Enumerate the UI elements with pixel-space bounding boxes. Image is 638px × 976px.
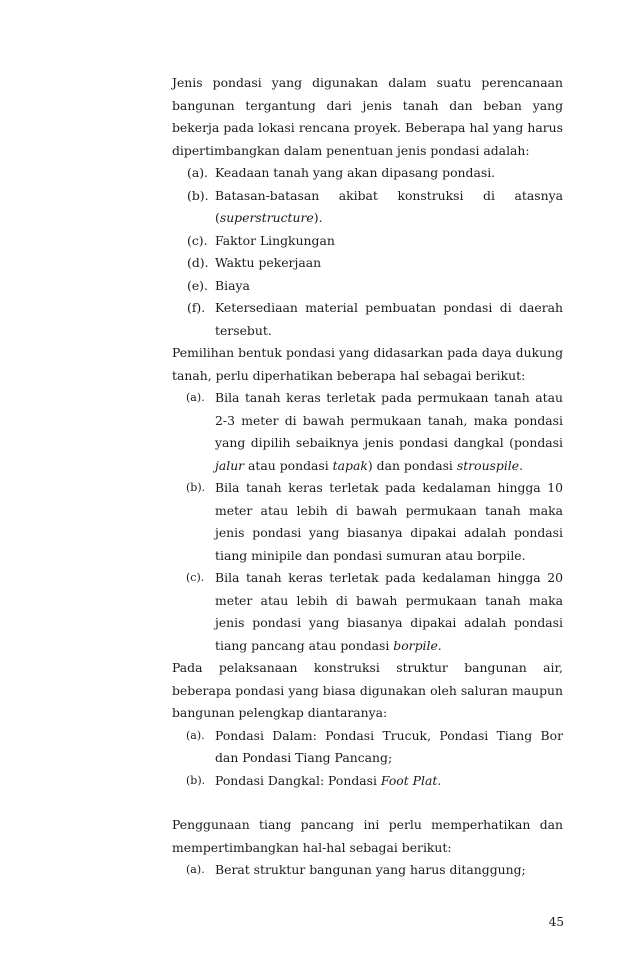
paragraph-3: Pada pelaksanaan konstruksi struktur bangunan air, beberapa pondasi yang biasa digunakan oleh saluran maupun bangunan pelengkap diantaranya: [172, 660, 563, 720]
list-item-text: Batasan-batasan akibat konstruksi di atasnya ( [215, 187, 563, 225]
list-item-text-mid: ) dan pondasi [367, 457, 457, 473]
paragraph-2: Pemilihan bentuk pondasi yang didasarkan pada daya dukung tanah, perlu diperhatikan beberapa hal sebagai berikut: [172, 345, 563, 383]
list-item-emphasis: strouspile [456, 457, 520, 473]
list-item [172, 859, 563, 882]
paragraph-1: Jenis pondasi yang digunakan dalam suatu perencanaan bangunan tergantung dari jenis tanah dan beban yang bekerja pada lokasi rencana proyek. Beberapa hal yang harus dipertimbangkan dalam penentuan jenis pondasi adalah: [172, 75, 563, 158]
list-item-text-end: . [519, 457, 524, 473]
list-item-emphasis: borpile [393, 637, 438, 653]
list-item [172, 275, 563, 298]
list-1 [172, 162, 563, 342]
list-4 [172, 859, 563, 882]
list-item [172, 770, 563, 793]
list-item [172, 297, 563, 342]
list-item-text: Waktu pekerjaan [215, 255, 322, 270]
list-marker: (c). [187, 232, 208, 248]
list-marker: (e). [187, 277, 208, 293]
list-item [172, 185, 563, 230]
list-item-emphasis: tapak [332, 457, 368, 473]
list-marker: (a). [186, 391, 205, 404]
list-marker: (b). [187, 187, 209, 203]
list-item-emphasis: jalur [215, 457, 245, 473]
list-2 [172, 387, 563, 657]
list-marker: (b). [186, 481, 206, 494]
list-item-text-end: . [437, 637, 442, 653]
list-marker: (c). [186, 571, 205, 584]
list-item-text: Faktor Lingkungan [215, 232, 335, 248]
list-item-text-end: ). [313, 210, 323, 225]
list-item-text: Pondasi Dangkal: Pondasi [215, 772, 381, 788]
list-item-text: Berat struktur bangunan yang harus ditanggung; [215, 862, 526, 877]
list-item [172, 230, 563, 253]
list-marker: (a). [186, 728, 205, 742]
list-item-text: Biaya [215, 277, 250, 293]
list-item-text: Keadaan tanah yang akan dipasang pondasi. [215, 165, 496, 180]
list-item-text: Bila tanah keras terletak pada kedalaman hingga 10 meter atau lebih di bawah permukaan tanah maka jenis pondasi yang biasanya dipakai adalah pondasi tiang minipile dan pondasi sumuran atau borpile. [215, 480, 563, 563]
page-number: 45 [548, 915, 564, 929]
page-content [172, 72, 563, 882]
list-3 [172, 725, 563, 793]
list-marker: (b). [186, 773, 206, 787]
list-item-text-mid: atau pondasi [244, 457, 333, 473]
list-item-text: Ketersediaan material pembuatan pondasi di daerah tersebut. [215, 300, 563, 338]
list-item-text: Bila tanah keras terletak pada kedalaman hingga 20 meter atau lebih di bawah permukaan tanah maka jenis pondasi yang biasanya dipakai adalah pondasi tiang pancang atau pondasi [215, 570, 563, 653]
list-marker: (d). [187, 255, 209, 270]
list-item [172, 252, 563, 275]
paragraph-spacer [172, 792, 563, 814]
list-item [172, 725, 563, 770]
list-marker: (f). [187, 300, 206, 315]
list-item-text: Pondasi Dalam: Pondasi Trucuk, Pondasi Tiang Bor dan Pondasi Tiang Pancang; [215, 727, 563, 765]
list-item-emphasis: Foot Plat [380, 772, 438, 788]
list-item-text: Bila tanah keras terletak pada permukaan tanah atau 2-3 meter di bawah permukaan tanah, maka pondasi yang dipilih sebaiknya jenis pondasi dangkal (pondasi [215, 390, 563, 450]
list-item-emphasis: superstructure [219, 210, 314, 225]
list-item [172, 387, 563, 477]
list-item-text-end: . [437, 772, 442, 788]
list-marker: (a). [187, 165, 208, 180]
list-item [172, 162, 563, 185]
paragraph-4: Penggunaan tiang pancang ini perlu memperhatikan dan mempertimbangkan hal-hal sebagai berikut: [172, 817, 563, 855]
list-marker: (a). [186, 863, 205, 876]
list-item [172, 477, 563, 567]
list-item [172, 567, 563, 657]
